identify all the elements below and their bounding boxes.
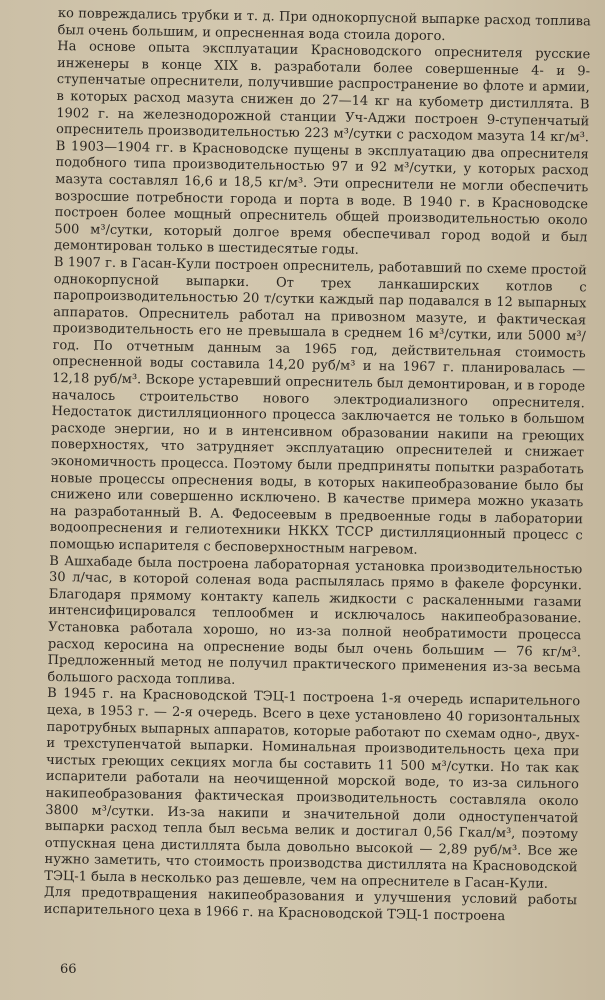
paragraph-2: На основе опыта эксплуатации Красноводского опреснителя русские инженеры в конце XIX в. разработали более совершенные 4- и 9-ступенчатые опреснители, получившие распространение во флоте и армии, в которых расход мазута снижен до 27—14 кг на кубометр дистиллята. В 1902 г. на железнодорожной станции Уч-Аджи построен 9-ступенчатый опреснитель производительностью 223 м³/сутки с расходом мазута 14 кг/м³. В 1903—1904 гг. в Красноводске пущены в эксплуатацию два опреснителя подобного типа производительностью 97 и 92 м³/сутки, у которых расход мазута составлял 16,6 и 18,5 кг/м³. Эти опреснители не могли обеспечить возросшие потребности города и порта в воде. В 1940 г. в Красноводске построен более мощный опреснитель общей производительностью около 500 м³/сутки, который долгое время обеспечивал город водой и был демонтирован только в шестидесятые годы. [54,39,591,259]
paragraph-1: ко повреждались трубки и т. д. При однокорпусной выпарке расход топлива был очень большим, и опресненная вода стоила дорого. [57,6,591,44]
paragraph-4: В Ашхабаде была построена лабораторная установка производительностью 30 л/час, в которой соленая вода распылялась прямо в факеле форсунки. Благодаря прямому контакту капель жидкости с раскаленными газами интенсифицировался теплообмен и исключалось накипеобразование. Установка работала хорошо, но из-за полной необратимости процесса расход керосина на опреснение воды был очень большим — 76 кг/м³. Предложенный метод не получил практического применения из-за весьма большого расхода топлива. [47,553,583,688]
paragraph-3: В 1907 г. в Гасан-Кули построен опреснитель, работавший по схеме простой однокорпусной выпарки. От трех ланкаширских котлов с паропроизводительностью 20 т/сутки каждый пар подавался в 12 выпарных аппаратов. Опреснитель работал на привозном мазуте, и фактическая производительность его не превышала в среднем 16 м³/сутки, или 5000 м³/год. По отчетным данным за 1965 год, действительная стоимость опресненной воды составила 14,20 руб/м³ и на 1967 г. планировалась — 12,18 руб/м³. Вскоре устаревший опреснитель был демонтирован, и в городе началось строительство нового электродиализного опреснителя. Недостаток дистилляционного процесса заключается не только в большом расходе энергии, но и в интенсивном образовании накипи на греющих поверхностях, что затрудняет эксплуатацию опреснителей и снижает экономичность процесса. Поэтому были предприняты попытки разработать новые процессы опреснения воды, в которых накипеобразование было бы снижено или совершенно исключено. В качестве примера можно указать на разработанный В. А. Федосеевым в предвоенные годы в лаборатории водоопреснения и гелиотехники НККХ ТССР дистилляционный процесс с помощью испарителя с бесповерхностным нагревом. [49,254,588,558]
body-text [44,6,591,927]
page-number: 66 [60,962,77,977]
paragraph-5: В 1945 г. на Красноводской ТЭЦ-1 построена 1-я очередь испарительного цеха, в 1953 г. — 2-я очередь. Всего в цехе установлено 40 горизонтальных паротрубных выпарных аппаратов, которые работают по схемам одно-, двух- и трехступенчатой выпарки. Номинальная производительность цеха при чистых греющих секциях могла бы составить 11 500 м³/сутки. Но так как испарители работали на неочищенной морской воде, то из-за сильного накипеобразования фактическая производительность составляла около 3800 м³/сутки. Из-за накипи и значительной доли одноступенчатой выпарки расход тепла был весьма велик и достигал 0,56 Гкал/м³, поэтому отпускная цена дистиллята была довольно высокой — 2,89 руб/м³. Все же нужно заметить, что стоимость производства дистиллята на Красноводской ТЭЦ-1 была в несколько раз дешевле, чем на опреснителе в Гасан-Кули. [44,686,581,892]
paragraph-6: Для предотвращения накипеобразования и улучшения условий работы испарительного цеха в 1966 г. на Красноводской ТЭЦ-1 построена [43,885,578,925]
